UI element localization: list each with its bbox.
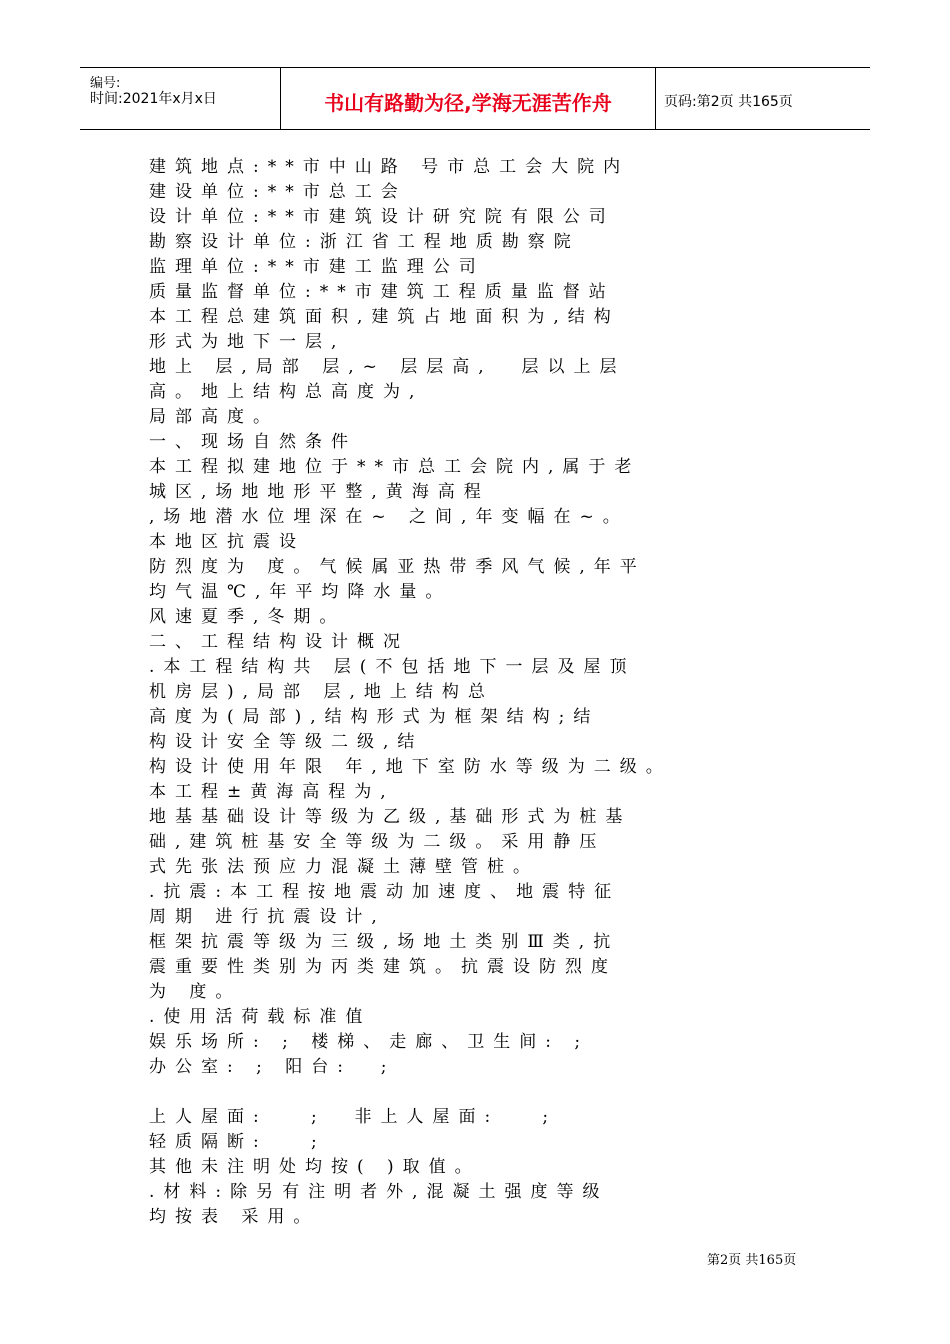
text-line: 均气温℃,年平均降水量。: [149, 582, 452, 602]
text-line: 风速夏季,冬期。: [149, 607, 346, 627]
text-line: 形式为地下一层,: [149, 332, 346, 352]
text-line: .使用活荷载标准值: [149, 1007, 372, 1027]
text-line: 一、现场自然条件: [149, 432, 357, 452]
text-line: 高度为(局部),结构形式为框架结构;结: [149, 707, 600, 727]
text-line: 办公室: ; 阳台: ;: [149, 1057, 396, 1077]
text-line: 本工程拟建地位于**市总工会院内,属于老: [149, 457, 641, 477]
text-line: 式先张法预应力混凝土薄壁管桩。: [149, 857, 539, 877]
text-line: 上人屋面: ; 非上人屋面: ;: [149, 1107, 558, 1127]
header-left-cell: [80, 68, 280, 129]
text-line: 轻质隔断: ;: [149, 1132, 326, 1152]
text-line: 为 度。: [149, 982, 242, 1002]
text-line: 局部高度。: [149, 407, 279, 427]
page-code: 页码:第2页 共165页: [664, 94, 793, 110]
text-line: 本工程±黄海高程为,: [149, 782, 395, 802]
text-line: .材料:除另有注明者外,混凝土强度等级: [149, 1182, 609, 1202]
text-line: .抗震:本工程按地震动加速度、地震特征: [149, 882, 621, 902]
text-line: 本地区抗震设: [149, 532, 305, 552]
text-line: 高。地上结构总高度为,: [149, 382, 424, 402]
text-line: 机房层),局部 层,地上结构总: [149, 682, 494, 702]
header-right-cell: [656, 68, 870, 129]
text-line: 周期 进行抗震设计,: [149, 907, 386, 927]
page-footer: 第2页 共165页: [707, 1253, 797, 1268]
text-line: 构设计使用年限 年,地下室防水等级为二级。: [149, 757, 672, 777]
page-header: [80, 67, 870, 130]
text-line: 本工程总建筑面积,建筑占地面积为,结构: [149, 307, 620, 327]
text-line: 框架抗震等级为三级,场地土类别Ⅲ类,抗: [149, 932, 620, 952]
text-line: 构设计安全等级二级,结: [149, 732, 424, 752]
document-body: [149, 155, 829, 1230]
text-line: 城区,场地地形平整,黄海高程: [149, 482, 490, 502]
text-line: 勘察设计单位:浙江省工程地质勘察院: [149, 232, 580, 252]
time-label: 时间:2021年x月x日: [90, 91, 217, 107]
text-line: 娱乐场所: ; 楼梯、走廊、卫生间: ;: [149, 1032, 590, 1052]
text-line: 质量监督单位:**市建筑工程质量监督站: [149, 282, 615, 302]
number-label: 编号:: [90, 76, 121, 91]
header-motto-cell: [280, 68, 656, 129]
text-line: 二、工程结构设计概况: [149, 632, 409, 652]
text-line: ,场地潜水位埋深在~ 之间,年变幅在~。: [149, 507, 629, 527]
text-line: 地基基础设计等级为乙级,基础形式为桩基: [149, 807, 632, 827]
text-line: 监理单位:**市建工监理公司: [149, 257, 485, 277]
text-line: 建筑地点:**市中山路 号市总工会大院内: [149, 157, 630, 177]
text-line: 其他未注明处均按( )取值。: [149, 1157, 481, 1177]
text-line: [149, 1080, 829, 1105]
text-line: 础,建筑桩基安全等级为二级。采用静压: [149, 832, 606, 852]
text-line: 地上 层,局部 层,~ 层层高, 层以上层: [149, 357, 626, 377]
text-line: 震重要性类别为丙类建筑。抗震设防烈度: [149, 957, 617, 977]
text-line: 建设单位:**市总工会: [149, 182, 407, 202]
motto: 书山有路勤为径,学海无涯苦作舟: [324, 91, 612, 115]
text-line: .本工程结构共 层(不包括地下一层及屋顶: [149, 657, 636, 677]
text-line: 设计单位:**市建筑设计研究院有限公司: [149, 207, 615, 227]
text-line: 防烈度为 度。气候属亚热带季风气候,年平: [149, 557, 646, 577]
text-line: 均按表 采用。: [149, 1207, 320, 1227]
